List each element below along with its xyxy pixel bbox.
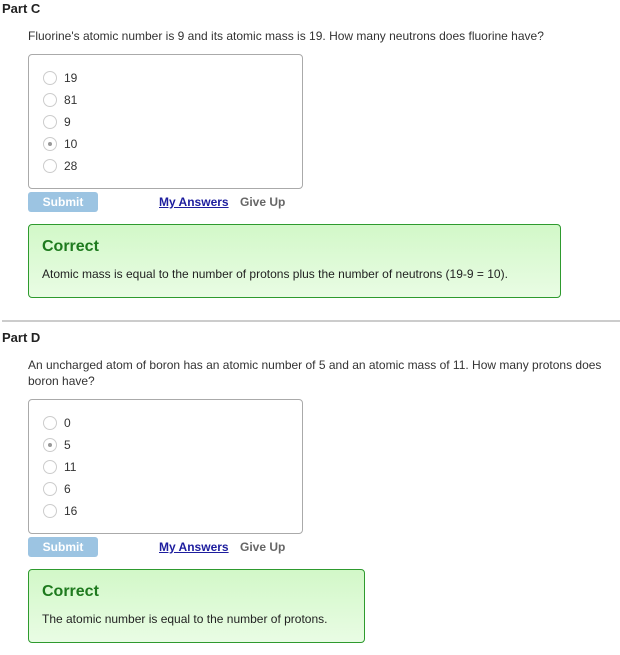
choice-label: 81: [64, 93, 78, 107]
give-up-link[interactable]: Give Up: [240, 540, 286, 554]
radio-button[interactable]: [43, 504, 57, 518]
choice-label: 19: [64, 71, 78, 85]
my-answers-link[interactable]: My Answers: [159, 540, 229, 554]
submit-button[interactable]: Submit: [28, 192, 98, 212]
choice-option[interactable]: [43, 415, 71, 431]
choice-option[interactable]: [43, 459, 76, 475]
choice-label: 0: [64, 416, 71, 430]
part-title: Part D: [2, 330, 41, 345]
feedback-title: Correct: [42, 583, 99, 600]
radio-button[interactable]: [43, 460, 57, 474]
choice-label: 6: [64, 482, 71, 496]
feedback-text: Atomic mass is equal to the number of protons plus the number of neutrons (19-9 = 10).: [42, 267, 508, 281]
choice-label: 10: [64, 137, 78, 151]
feedback-title: Correct: [42, 238, 99, 255]
choice-label: 11: [64, 460, 77, 474]
give-up-link[interactable]: Give Up: [240, 195, 286, 209]
my-answers-link[interactable]: My Answers: [159, 195, 229, 209]
choice-label: 5: [64, 438, 71, 452]
part-title: Part C: [2, 1, 41, 16]
choice-option[interactable]: [43, 481, 71, 497]
radio-button[interactable]: [43, 482, 57, 496]
feedback-text: The atomic number is equal to the number of protons.: [42, 612, 328, 626]
question-text: An uncharged atom of boron has an atomic number of 5 and an atomic mass of 11. How many protons does boron have?: [28, 358, 602, 388]
choice-label: 9: [64, 115, 71, 129]
submit-button[interactable]: Submit: [28, 537, 98, 557]
feedback-correct: [28, 569, 365, 643]
radio-button[interactable]: [43, 416, 57, 430]
choice-label: 28: [64, 159, 78, 173]
choice-label: 16: [64, 504, 78, 518]
choice-option[interactable]: [43, 503, 77, 519]
question-text: Fluorine's atomic number is 9 and its atomic mass is 19. How many neutrons does fluorine have?: [28, 29, 544, 43]
answer-choices: [28, 399, 303, 534]
choice-option[interactable]: [43, 437, 71, 453]
radio-button-selected[interactable]: [43, 438, 57, 452]
